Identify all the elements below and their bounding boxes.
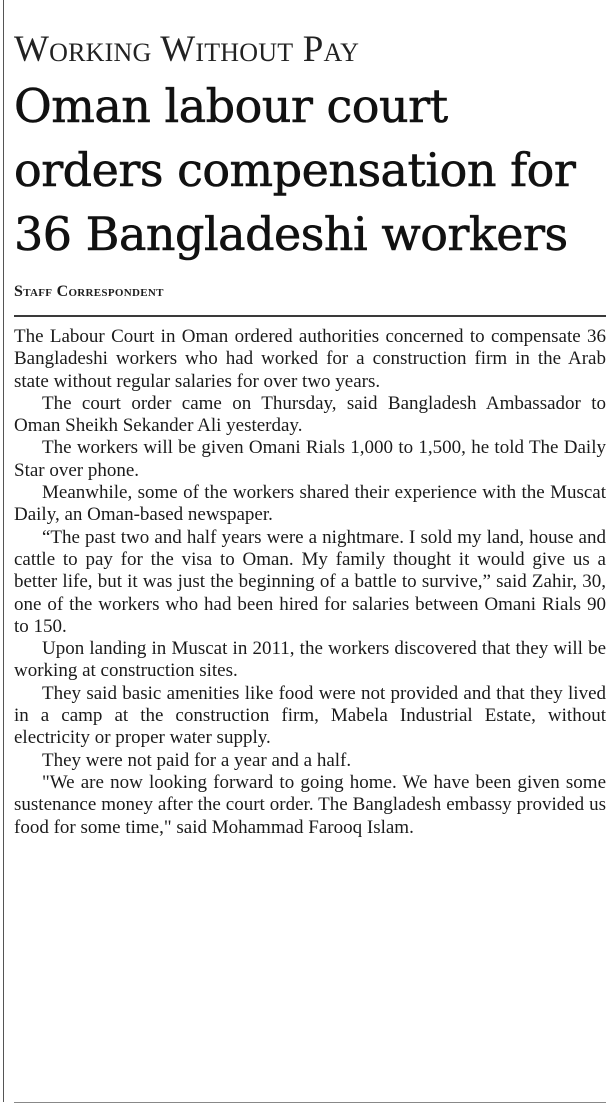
- article-headline: Oman labour court orders compensation for 36 Bangladeshi workers: [14, 79, 576, 261]
- article-paragraph-8: They were not paid for a year and a half.: [42, 749, 352, 771]
- article-paragraph-5: “The past two and half years were a nightmare. I sold my land, house and cattle to pay for the visa to Oman. My family thought it would give us a better life, but it was just the beginning of a battle to survive,” said Zahir, 30, one of the workers who had been hired for salaries between Omani Rials 90 to 150.: [14, 526, 606, 637]
- article-paragraph-4: Meanwhile, some of the workers shared their experience with the Muscat Daily, an Oman-based newspaper.: [14, 482, 606, 526]
- article-paragraph-1: The Labour Court in Oman ordered authorities concerned to compensate 36 Bangladeshi workers who had worked for a construction firm in the Arab state without regular salaries for over two years.: [14, 326, 606, 392]
- article-paragraph-2: The court order came on Thursday, said Bangladesh Ambassador to Oman Sheikh Sekander Ali yesterday.: [14, 392, 606, 437]
- news-article: [14, 0, 606, 839]
- article-paragraph-6: Upon landing in Muscat in 2011, the workers discovered that they will be working at construction sites.: [14, 638, 606, 682]
- article-paragraph-7: They said basic amenities like food were not provided and that they lived in a camp at the construction firm, Mabela Industrial Estate, without electricity or proper water supply.: [14, 682, 606, 749]
- article-paragraph-3: The workers will be given Omani Rials 1,000 to 1,500, he told The Daily Star over phone.: [14, 437, 606, 481]
- article-bottom-rule: [14, 1102, 606, 1103]
- column-left-rule: [3, 0, 4, 1102]
- article-body: [14, 326, 606, 839]
- article-byline: Staff Correspondent: [14, 283, 164, 300]
- article-kicker: Working Without Pay: [14, 29, 360, 70]
- byline-divider: [14, 315, 606, 317]
- article-paragraph-9: "We are now looking forward to going home. We have been given some sustenance money after the court order. The Bangladesh embassy provided us food for some time," said Mohammad Farooq Islam.: [14, 771, 606, 838]
